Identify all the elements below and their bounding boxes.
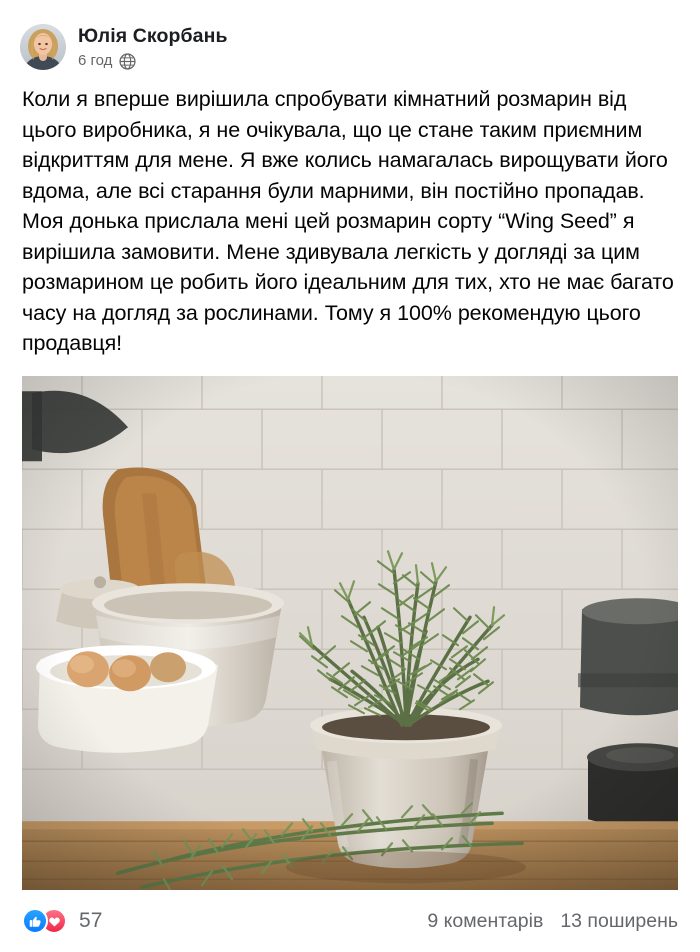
author-name[interactable]: Юлія Скорбань	[78, 25, 228, 47]
reaction-icons	[22, 908, 70, 934]
shares-count[interactable]: 13 поширень	[560, 909, 678, 932]
post-timestamp[interactable]: 6 год	[78, 52, 113, 69]
post-meta	[78, 52, 228, 70]
post-author-block	[78, 24, 228, 70]
comments-count[interactable]: 9 коментарів	[427, 909, 544, 932]
reaction-count: 57	[79, 909, 103, 932]
avatar[interactable]	[20, 24, 66, 70]
user-avatar-photo	[20, 24, 66, 70]
globe-icon[interactable]	[119, 53, 136, 70]
like-icon	[22, 908, 48, 934]
post-text: Коли я вперше вирішила спробувати кімнатний розмарин від цього виробника, я не очікувала, що це стане таким приємним відкриттям для мене. Я вже колись намагалась вирощувати його вдома, але всі старання були марними, він постійно пропадав. Моя донька прислала мені цей розмарин сорту “Wing Seed” я вирішила замовити. Мене здивувала легкість у догляді за цим розмарином це робить його ідеальним для тих, хто не має багато часу на догляд за рослинами. Тому я 100% рекомендую цього продавця!	[22, 87, 674, 355]
post-footer	[0, 890, 700, 952]
post-image[interactable]	[22, 376, 678, 891]
post-footer-stats	[427, 910, 678, 933]
reactions-summary[interactable]	[22, 908, 103, 934]
post-header	[0, 0, 700, 70]
rosemary-plant-photo	[22, 376, 678, 891]
